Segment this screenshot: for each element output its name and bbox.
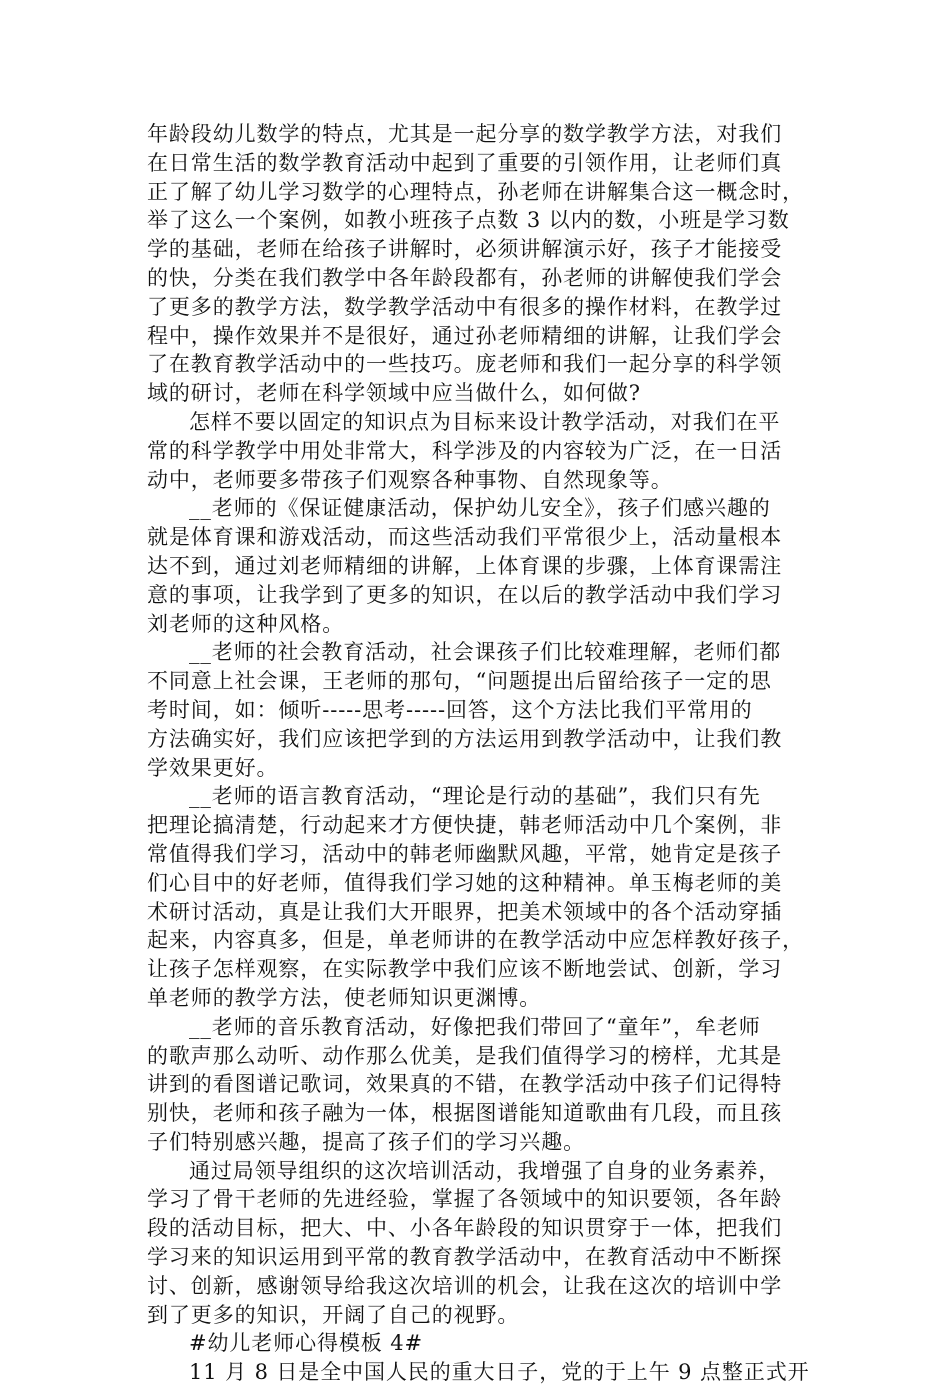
text-line: 起来，内容真多，但是，单老师讲的在教学活动中应怎样教好孩子，: [147, 928, 804, 953]
text-line: 域的研讨，老师在科学领域中应当做什么，如何做?: [147, 381, 641, 406]
text-line: 11 月 8 日是全中国人民的重大日子，党的于上午 9 点整正式开: [189, 1360, 810, 1385]
text-line: 怎样不要以固定的知识点为目标来设计教学活动，对我们在平: [189, 409, 781, 434]
text-line: 学习来的知识运用到平常的教育教学活动中，在教育活动中不断探: [147, 1245, 783, 1270]
text-line: 不同意上社会课，王老师的那句，“问题提出后留给孩子一定的思: [147, 669, 772, 694]
text-line: 的歌声那么动听、动作那么优美，是我们值得学习的榜样，尤其是: [147, 1043, 783, 1068]
text-line: 常值得我们学习，活动中的韩老师幽默风趣，平常，她肯定是孩子: [147, 841, 783, 866]
text-line: 正了解了幼儿学习数学的心理特点，孙老师在讲解集合这一概念时，: [147, 179, 804, 204]
text-line: 学的基础，老师在给孩子讲解时，必须讲解演示好，孩子才能接受: [147, 237, 783, 262]
text-line: 了更多的教学方法，数学教学活动中有很多的操作材料，在教学过: [147, 294, 783, 319]
text-line: 的快，分类在我们教学中各年龄段都有，孙老师的讲解使我们学会: [147, 265, 783, 290]
text-line: 达不到，通过刘老师精细的讲解，上体育课的步骤，上体育课需注: [147, 553, 783, 578]
text-line: 让孩子怎样观察，在实际教学中我们应该不断地尝试、创新，学习: [147, 957, 783, 982]
text-line: 常的科学教学中用处非常大，科学涉及的内容较为广泛，在一日活: [147, 438, 783, 463]
text-line: 通过局领导组织的这次培训活动，我增强了自身的业务素养，: [189, 1158, 781, 1183]
text-line: 学习了骨干老师的先进经验，掌握了各领域中的知识要领，各年龄: [147, 1187, 783, 1212]
text-line: 举了这么一个案例，如教小班孩子点数 3 以内的数，小班是学习数: [147, 208, 790, 233]
text-line: #幼儿老师心得模板 4#: [189, 1331, 424, 1356]
text-line: 学效果更好。: [147, 755, 279, 780]
text-line: 方法确实好，我们应该把学到的方法运用到教学活动中，让我们教: [147, 726, 783, 751]
text-line: 在日常生活的数学教育活动中起到了重要的引领作用，让老师们真: [147, 150, 783, 175]
text-line: 考时间，如：倾听-----思考-----回答，这个方法比我们平常用的: [147, 697, 753, 722]
text-line: 术研讨活动，真是让我们大开眼界，把美术领域中的各个活动穿插: [147, 899, 783, 924]
text-line: 讲到的看图谱记歌词，效果真的不错，在教学活动中孩子们记得特: [147, 1072, 783, 1097]
text-line: __老师的语言教育活动，“理论是行动的基础”，我们只有先: [189, 784, 761, 809]
text-line: 单老师的教学方法，使老师知识更渊博。: [147, 985, 542, 1010]
text-line: 动中，老师要多带孩子们观察各种事物、自然现象等。: [147, 467, 673, 492]
text-line: 子们特别感兴趣，提高了孩子们的学习兴趣。: [147, 1129, 585, 1154]
text-line: 讨、创新，感谢领导给我这次培训的机会，让我在这次的培训中学: [147, 1273, 783, 1298]
text-line: 们心目中的好老师，值得我们学习她的这种精神。单玉梅老师的美: [147, 870, 783, 895]
text-line: 把理论搞清楚，行动起来才方便快捷，韩老师活动中几个案例，非: [147, 813, 783, 838]
text-line: 意的事项，让我学到了更多的知识，在以后的教学活动中我们学习: [147, 582, 783, 607]
text-line: __老师的音乐教育活动，好像把我们带回了“童年”，牟老师: [189, 1014, 761, 1039]
text-line: 别快，老师和孩子融为一体，根据图谱能知道歌曲有几段，而且孩: [147, 1101, 783, 1126]
text-line: 就是体育课和游戏活动，而这些活动我们平常很少上，活动量根本: [147, 525, 783, 550]
body-text: [147, 120, 811, 1387]
text-line: 年龄段幼儿数学的特点，尤其是一起分享的数学教学方法，对我们: [147, 122, 783, 146]
text-line: 段的活动目标，把大、中、小各年龄段的知识贯穿于一体，把我们: [147, 1216, 783, 1241]
text-line: __老师的社会教育活动，社会课孩子们比较难理解，老师们都: [189, 640, 782, 665]
text-line: 到了更多的知识，开阔了自己的视野。: [147, 1302, 520, 1327]
text-line: 刘老师的这种风格。: [147, 611, 345, 636]
text-line: 了在教育教学活动中的一些技巧。庞老师和我们一起分享的科学领: [147, 352, 783, 377]
text-line: 程中，操作效果并不是很好，通过孙老师精细的讲解，让我们学会: [147, 323, 783, 348]
text-line: __老师的《保证健康活动，保护幼儿安全》，孩子们感兴趣的: [189, 496, 771, 521]
